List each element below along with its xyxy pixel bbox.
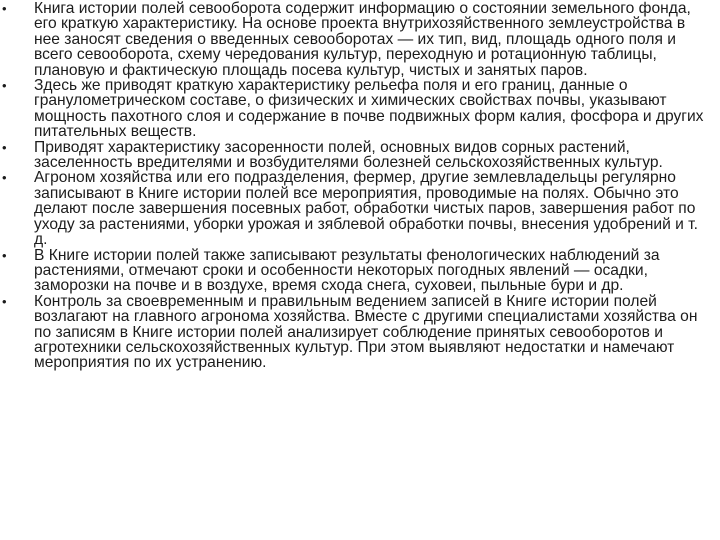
bullet-list [0, 1, 710, 371]
bullet-icon: • [2, 170, 7, 186]
paragraph-text: Контроль за своевременным и правильным ведением записей в Книге истории полей возлагают на главного агронома хозяйства. Вместе с другими специалистами хозяйства он по записям в Книге истории полей анализирует соблюдение принятых севооборотов и агротехники сельскохозяйственных культур. При этом выявляют недостатки и намечают мероприятия по их устранению. [34, 292, 698, 372]
paragraph-text: В Книге истории полей также записывают результаты фенологических наблюдений за растениями, отмечают сроки и особенности некоторых погодных явлений — осадки, заморозки на почве и в воздухе, время схода снега, суховеи, пыльные бури и др. [34, 246, 660, 295]
paragraph-text: Здесь же приводят краткую характеристику рельефа поля и его границ, данные о гранулометрическом составе, о физических и химических свойствах почвы, указывают мощность пахотного слоя и содержание в почве подвижных форм калия, фосфора и других питательных веществ. [34, 77, 704, 141]
bullet-icon: • [2, 247, 7, 263]
paragraph-text: Книга истории полей севооборота содержит информацию о состоянии земельного фонда, его краткую характеристику. На основе проекта внутрихозяйственного землеустройства в нее заносят сведения о введенных севооборотах — их тип, вид, площадь одного поля и всего севооборота, схему чередования культур, переходную и ротационную таблицы, плановую и фактическую площадь посева культур, чистых и занятых паров. [34, 0, 691, 79]
paragraph-text: Агроном хозяйства или его подразделения, фермер, другие землевладельцы регулярно записывают в Книге истории полей все мероприятия, проводимые на полях. Обычно это делают после завершения посевных работ, обработки чистых паров, завершения работ по уходу за растениями, уборки урожая и зяблевой обработки почвы, внесения удобрений и т. д. [34, 169, 698, 249]
bullet-icon: • [2, 78, 7, 94]
bullet-icon: • [2, 139, 7, 155]
bullet-icon: • [2, 1, 7, 16]
bullet-icon: • [2, 293, 7, 309]
bullet-item-2 [0, 78, 710, 140]
bullet-item-1 [0, 1, 710, 78]
bullet-item-5 [0, 248, 710, 294]
bullet-item-3 [0, 140, 710, 171]
bullet-item-6 [0, 294, 710, 371]
bullet-item-4 [0, 170, 710, 247]
paragraph-text: Приводят характеристику засоренности полей, основных видов сорных растений, заселенность вредителями и возбудителями болезней сельскохозяйственных культур. [34, 138, 663, 172]
